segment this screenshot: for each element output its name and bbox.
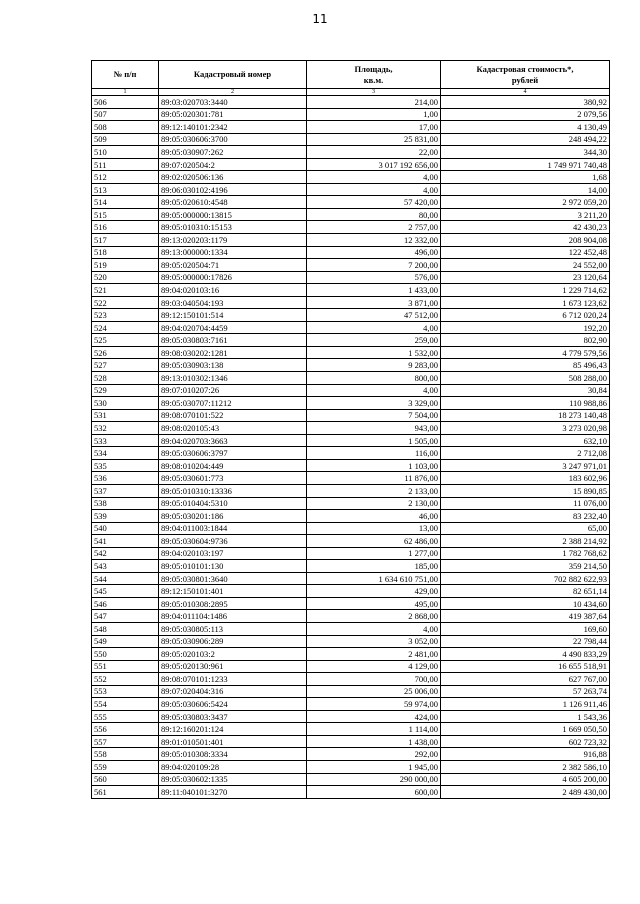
table-row bbox=[92, 547, 610, 560]
cadastral-number: 89:05:020504:71 bbox=[159, 259, 307, 272]
table-body bbox=[92, 96, 610, 799]
cadastral-cost: 1 543,36 bbox=[441, 710, 610, 723]
row-number: 542 bbox=[92, 547, 159, 560]
cadastral-cost: 23 120,64 bbox=[441, 271, 610, 284]
row-number: 541 bbox=[92, 535, 159, 548]
area-value: 800,00 bbox=[307, 372, 441, 385]
cadastral-number: 89:05:020130:961 bbox=[159, 660, 307, 673]
cadastral-number: 89:05:030601:773 bbox=[159, 472, 307, 485]
table-row bbox=[92, 484, 610, 497]
area-value: 4 129,00 bbox=[307, 660, 441, 673]
area-value: 495,00 bbox=[307, 597, 441, 610]
cadastral-cost: 702 882 622,93 bbox=[441, 572, 610, 585]
header-area bbox=[307, 61, 441, 89]
cadastral-number: 89:12:150101:514 bbox=[159, 309, 307, 322]
cadastral-number: 89:05:010310:13336 bbox=[159, 484, 307, 497]
area-value: 3 052,00 bbox=[307, 635, 441, 648]
area-value: 4,00 bbox=[307, 171, 441, 184]
area-value: 1 532,00 bbox=[307, 346, 441, 359]
row-number: 508 bbox=[92, 121, 159, 134]
table-row bbox=[92, 359, 610, 372]
table-row bbox=[92, 635, 610, 648]
row-number: 549 bbox=[92, 635, 159, 648]
row-number: 552 bbox=[92, 673, 159, 686]
area-value: 4,00 bbox=[307, 321, 441, 334]
cadastral-cost: 1 782 768,62 bbox=[441, 547, 610, 560]
table-row bbox=[92, 710, 610, 723]
table-row bbox=[92, 585, 610, 598]
row-number: 525 bbox=[92, 334, 159, 347]
cadastral-cost: 183 602,96 bbox=[441, 472, 610, 485]
cadastral-number: 89:04:011003:1844 bbox=[159, 522, 307, 535]
cadastral-cost: 16 655 518,91 bbox=[441, 660, 610, 673]
cadastral-cost: 65,00 bbox=[441, 522, 610, 535]
cadastral-cost: 3 273 020,98 bbox=[441, 422, 610, 435]
table-row bbox=[92, 472, 610, 485]
table-row bbox=[92, 158, 610, 171]
table-row bbox=[92, 121, 610, 134]
area-value: 46,00 bbox=[307, 510, 441, 523]
table-row bbox=[92, 259, 610, 272]
cadastral-cost: 122 452,48 bbox=[441, 246, 610, 259]
row-number: 560 bbox=[92, 773, 159, 786]
cadastral-number: 89:13:010302:1346 bbox=[159, 372, 307, 385]
cadastral-number: 89:07:010207:26 bbox=[159, 384, 307, 397]
cadastral-number: 89:05:030201:186 bbox=[159, 510, 307, 523]
cadastral-number: 89:05:000000:17826 bbox=[159, 271, 307, 284]
area-value: 17,00 bbox=[307, 121, 441, 134]
cadastral-number: 89:05:030903:138 bbox=[159, 359, 307, 372]
table-row bbox=[92, 535, 610, 548]
table-row bbox=[92, 171, 610, 184]
cadastral-cost: 42 430,23 bbox=[441, 221, 610, 234]
table-row bbox=[92, 96, 610, 109]
area-value: 1 945,00 bbox=[307, 760, 441, 773]
header-num: № п/п bbox=[92, 61, 159, 89]
cadastral-number: 89:05:030602:1335 bbox=[159, 773, 307, 786]
table-row bbox=[92, 622, 610, 635]
cadastral-number: 89:05:030604:9736 bbox=[159, 535, 307, 548]
cadastral-cost: 1 673 123,62 bbox=[441, 296, 610, 309]
cadastral-number: 89:05:020103:2 bbox=[159, 648, 307, 661]
header-cost-line2: рублей bbox=[511, 74, 539, 85]
cadastral-cost: 1 749 971 740,48 bbox=[441, 158, 610, 171]
row-number: 524 bbox=[92, 321, 159, 334]
cadastral-number: 89:05:020610:4548 bbox=[159, 196, 307, 209]
row-number: 551 bbox=[92, 660, 159, 673]
area-value: 59 974,00 bbox=[307, 698, 441, 711]
table-row bbox=[92, 422, 610, 435]
cadastral-number: 89:03:040504:193 bbox=[159, 296, 307, 309]
cadastral-cost: 4 605 200,00 bbox=[441, 773, 610, 786]
table-row bbox=[92, 271, 610, 284]
cadastral-number: 89:03:020703:3440 bbox=[159, 96, 307, 109]
table-row bbox=[92, 309, 610, 322]
cadastral-cost: 85 496,43 bbox=[441, 359, 610, 372]
row-number: 534 bbox=[92, 447, 159, 460]
table-row bbox=[92, 434, 610, 447]
cadastral-cost: 380,92 bbox=[441, 96, 610, 109]
row-number: 515 bbox=[92, 208, 159, 221]
cadastral-number: 89:05:030906:289 bbox=[159, 635, 307, 648]
area-value: 3 329,00 bbox=[307, 397, 441, 410]
row-number: 510 bbox=[92, 146, 159, 159]
table-row bbox=[92, 648, 610, 661]
cadastral-number: 89:05:030907:262 bbox=[159, 146, 307, 159]
table-row bbox=[92, 146, 610, 159]
row-number: 519 bbox=[92, 259, 159, 272]
area-value: 1 505,00 bbox=[307, 434, 441, 447]
area-value: 22,00 bbox=[307, 146, 441, 159]
row-number: 533 bbox=[92, 434, 159, 447]
table-row bbox=[92, 221, 610, 234]
table-row bbox=[92, 334, 610, 347]
table-row bbox=[92, 497, 610, 510]
area-value: 1 103,00 bbox=[307, 459, 441, 472]
area-value: 429,00 bbox=[307, 585, 441, 598]
cadastral-number: 89:05:010308:3334 bbox=[159, 748, 307, 761]
table-row bbox=[92, 610, 610, 623]
cadastral-number: 89:04:020103:197 bbox=[159, 547, 307, 560]
area-value: 292,00 bbox=[307, 748, 441, 761]
cadastral-cost: 192,20 bbox=[441, 321, 610, 334]
row-number: 544 bbox=[92, 572, 159, 585]
area-value: 600,00 bbox=[307, 786, 441, 799]
header-area-line1: Площадь, bbox=[354, 63, 393, 74]
cadastral-number: 89:05:030606:5424 bbox=[159, 698, 307, 711]
row-number: 558 bbox=[92, 748, 159, 761]
cadastral-cost: 3 211,20 bbox=[441, 208, 610, 221]
cadastral-cost: 344,30 bbox=[441, 146, 610, 159]
cadastral-number: 89:12:150101:401 bbox=[159, 585, 307, 598]
area-value: 1 634 610 751,00 bbox=[307, 572, 441, 585]
table-row bbox=[92, 246, 610, 259]
cadastral-number: 89:13:000000:1334 bbox=[159, 246, 307, 259]
row-number: 528 bbox=[92, 372, 159, 385]
header-cost-line1: Кадастровая стоимость*, bbox=[476, 63, 574, 74]
cadastral-number: 89:08:070101:1233 bbox=[159, 673, 307, 686]
area-value: 576,00 bbox=[307, 271, 441, 284]
cadastral-cost: 2 388 214,92 bbox=[441, 535, 610, 548]
row-number: 506 bbox=[92, 96, 159, 109]
cadastral-number: 89:04:011104:1486 bbox=[159, 610, 307, 623]
table-row bbox=[92, 196, 610, 209]
cadastral-cost: 1 669 050,50 bbox=[441, 723, 610, 736]
table-row bbox=[92, 296, 610, 309]
area-value: 25 831,00 bbox=[307, 133, 441, 146]
row-number: 540 bbox=[92, 522, 159, 535]
cadastral-cost: 82 651,14 bbox=[441, 585, 610, 598]
cadastral-number: 89:05:030805:113 bbox=[159, 622, 307, 635]
row-number: 532 bbox=[92, 422, 159, 435]
area-value: 700,00 bbox=[307, 673, 441, 686]
cadastral-number: 89:08:070101:522 bbox=[159, 409, 307, 422]
table-row bbox=[92, 685, 610, 698]
area-value: 424,00 bbox=[307, 710, 441, 723]
table-row bbox=[92, 397, 610, 410]
row-number: 543 bbox=[92, 560, 159, 573]
cadastral-number: 89:05:030803:7161 bbox=[159, 334, 307, 347]
area-value: 57 420,00 bbox=[307, 196, 441, 209]
header-cadastral: Кадастровый номер bbox=[159, 61, 307, 89]
table-row bbox=[92, 723, 610, 736]
table-row bbox=[92, 108, 610, 121]
cadastral-cost: 632,10 bbox=[441, 434, 610, 447]
table-row bbox=[92, 447, 610, 460]
row-number: 555 bbox=[92, 710, 159, 723]
row-number: 523 bbox=[92, 309, 159, 322]
table-row bbox=[92, 133, 610, 146]
table-header-row bbox=[92, 61, 610, 89]
area-value: 9 283,00 bbox=[307, 359, 441, 372]
cadastral-cost: 24 552,00 bbox=[441, 259, 610, 272]
row-number: 521 bbox=[92, 284, 159, 297]
area-value: 25 006,00 bbox=[307, 685, 441, 698]
table-row bbox=[92, 572, 610, 585]
header-area-line2: кв.м. bbox=[363, 74, 384, 85]
cadastral-number: 89:05:010101:130 bbox=[159, 560, 307, 573]
table-row bbox=[92, 698, 610, 711]
table-row bbox=[92, 510, 610, 523]
table-row bbox=[92, 522, 610, 535]
row-number: 545 bbox=[92, 585, 159, 598]
row-number: 522 bbox=[92, 296, 159, 309]
cadastral-cost: 1 229 714,62 bbox=[441, 284, 610, 297]
row-number: 557 bbox=[92, 735, 159, 748]
table-row bbox=[92, 760, 610, 773]
cadastral-cost: 2 382 586,10 bbox=[441, 760, 610, 773]
cadastral-number: 89:12:160201:124 bbox=[159, 723, 307, 736]
cadastral-cost: 2 079,56 bbox=[441, 108, 610, 121]
area-value: 11 876,00 bbox=[307, 472, 441, 485]
row-number: 513 bbox=[92, 183, 159, 196]
row-number: 546 bbox=[92, 597, 159, 610]
cadastral-cost: 508 288,00 bbox=[441, 372, 610, 385]
column-number: 1 bbox=[92, 89, 159, 96]
row-number: 548 bbox=[92, 622, 159, 635]
cadastral-cost: 15 890,85 bbox=[441, 484, 610, 497]
area-value: 3 017 192 656,00 bbox=[307, 158, 441, 171]
cadastral-number: 89:05:030606:3797 bbox=[159, 447, 307, 460]
area-value: 4,00 bbox=[307, 183, 441, 196]
table-row bbox=[92, 384, 610, 397]
area-value: 4,00 bbox=[307, 384, 441, 397]
cadastral-number: 89:05:010404:5310 bbox=[159, 497, 307, 510]
area-value: 1,00 bbox=[307, 108, 441, 121]
table-row bbox=[92, 597, 610, 610]
cadastral-number: 89:01:010501:401 bbox=[159, 735, 307, 748]
area-value: 62 486,00 bbox=[307, 535, 441, 548]
column-number: 4 bbox=[441, 89, 610, 96]
table-row bbox=[92, 786, 610, 799]
area-value: 943,00 bbox=[307, 422, 441, 435]
row-number: 511 bbox=[92, 158, 159, 171]
header-cost bbox=[441, 61, 610, 89]
area-value: 1 438,00 bbox=[307, 735, 441, 748]
row-number: 547 bbox=[92, 610, 159, 623]
cadastral-cost: 22 798,44 bbox=[441, 635, 610, 648]
table-row bbox=[92, 208, 610, 221]
cadastral-number: 89:02:020506:136 bbox=[159, 171, 307, 184]
cadastral-number: 89:05:010308:2895 bbox=[159, 597, 307, 610]
cadastral-cost: 11 076,00 bbox=[441, 497, 610, 510]
table-row bbox=[92, 748, 610, 761]
area-value: 2 481,00 bbox=[307, 648, 441, 661]
cadastral-number: 89:05:020301:781 bbox=[159, 108, 307, 121]
cadastral-number: 89:05:010310:15153 bbox=[159, 221, 307, 234]
cadastral-cost: 802,90 bbox=[441, 334, 610, 347]
table-row bbox=[92, 346, 610, 359]
cadastral-cost: 30,84 bbox=[441, 384, 610, 397]
area-value: 80,00 bbox=[307, 208, 441, 221]
cadastral-cost: 1,68 bbox=[441, 171, 610, 184]
area-value: 185,00 bbox=[307, 560, 441, 573]
cadastral-number: 89:13:020203:1179 bbox=[159, 234, 307, 247]
cadastral-number: 89:08:030202:1281 bbox=[159, 346, 307, 359]
area-value: 2 868,00 bbox=[307, 610, 441, 623]
cadastral-number: 89:08:020105:43 bbox=[159, 422, 307, 435]
row-number: 559 bbox=[92, 760, 159, 773]
row-number: 561 bbox=[92, 786, 159, 799]
table-row bbox=[92, 773, 610, 786]
cadastral-number: 89:04:020103:16 bbox=[159, 284, 307, 297]
row-number: 509 bbox=[92, 133, 159, 146]
area-value: 47 512,00 bbox=[307, 309, 441, 322]
area-value: 13,00 bbox=[307, 522, 441, 535]
area-value: 7 504,00 bbox=[307, 409, 441, 422]
row-number: 516 bbox=[92, 221, 159, 234]
area-value: 2 757,00 bbox=[307, 221, 441, 234]
cadastral-cost: 2 489 430,00 bbox=[441, 786, 610, 799]
row-number: 518 bbox=[92, 246, 159, 259]
table-row bbox=[92, 735, 610, 748]
cadastral-cost: 6 712 020,24 bbox=[441, 309, 610, 322]
cadastral-cost: 83 232,40 bbox=[441, 510, 610, 523]
row-number: 531 bbox=[92, 409, 159, 422]
table-row bbox=[92, 660, 610, 673]
column-number: 2 bbox=[159, 89, 307, 96]
page-number: 11 bbox=[312, 12, 328, 26]
cadastral-number: 89:05:030606:3700 bbox=[159, 133, 307, 146]
table-row bbox=[92, 409, 610, 422]
cadastral-cost: 4 779 579,56 bbox=[441, 346, 610, 359]
cadastral-cost: 57 263,74 bbox=[441, 685, 610, 698]
area-value: 1 114,00 bbox=[307, 723, 441, 736]
cadastral-number: 89:07:020404:316 bbox=[159, 685, 307, 698]
cadastral-number: 89:05:000000:13815 bbox=[159, 208, 307, 221]
table-row bbox=[92, 234, 610, 247]
cadastral-number: 89:05:030803:3437 bbox=[159, 710, 307, 723]
cadastral-number: 89:11:040101:3270 bbox=[159, 786, 307, 799]
row-number: 539 bbox=[92, 510, 159, 523]
row-number: 512 bbox=[92, 171, 159, 184]
table-row bbox=[92, 459, 610, 472]
cadastral-cost: 110 988,86 bbox=[441, 397, 610, 410]
cadastral-cost: 10 434,60 bbox=[441, 597, 610, 610]
row-number: 538 bbox=[92, 497, 159, 510]
cadastral-number: 89:12:140101:2342 bbox=[159, 121, 307, 134]
cadastral-number: 89:05:030707:11212 bbox=[159, 397, 307, 410]
area-value: 290 000,00 bbox=[307, 773, 441, 786]
table-row bbox=[92, 284, 610, 297]
row-number: 554 bbox=[92, 698, 159, 711]
area-value: 2 130,00 bbox=[307, 497, 441, 510]
cadastral-cost: 14,00 bbox=[441, 183, 610, 196]
row-number: 526 bbox=[92, 346, 159, 359]
area-value: 259,00 bbox=[307, 334, 441, 347]
cadastral-cost: 359 214,50 bbox=[441, 560, 610, 573]
table-row bbox=[92, 372, 610, 385]
row-number: 530 bbox=[92, 397, 159, 410]
cadastral-cost: 3 247 971,01 bbox=[441, 459, 610, 472]
area-value: 214,00 bbox=[307, 96, 441, 109]
cadastral-number: 89:07:020504:2 bbox=[159, 158, 307, 171]
area-value: 7 200,00 bbox=[307, 259, 441, 272]
area-value: 3 871,00 bbox=[307, 296, 441, 309]
area-value: 2 133,00 bbox=[307, 484, 441, 497]
row-number: 529 bbox=[92, 384, 159, 397]
cadastral-cost: 916,88 bbox=[441, 748, 610, 761]
cadastral-cost: 2 972 059,20 bbox=[441, 196, 610, 209]
cadastral-cost: 18 273 140,48 bbox=[441, 409, 610, 422]
cadastral-cost: 1 126 911,46 bbox=[441, 698, 610, 711]
row-number: 556 bbox=[92, 723, 159, 736]
row-number: 537 bbox=[92, 484, 159, 497]
column-number: 3 bbox=[307, 89, 441, 96]
cadastral-number: 89:04:020704:4459 bbox=[159, 321, 307, 334]
row-number: 507 bbox=[92, 108, 159, 121]
table-row bbox=[92, 560, 610, 573]
cadastral-number: 89:05:030801:3640 bbox=[159, 572, 307, 585]
row-number: 520 bbox=[92, 271, 159, 284]
cadastral-number: 89:06:030102:4196 bbox=[159, 183, 307, 196]
cadastral-number: 89:08:010204:449 bbox=[159, 459, 307, 472]
cadastral-cost: 208 904,08 bbox=[441, 234, 610, 247]
cadastral-table bbox=[91, 60, 610, 799]
area-value: 4,00 bbox=[307, 622, 441, 635]
row-number: 535 bbox=[92, 459, 159, 472]
area-value: 1 433,00 bbox=[307, 284, 441, 297]
area-value: 116,00 bbox=[307, 447, 441, 460]
row-number: 550 bbox=[92, 648, 159, 661]
cadastral-cost: 4 130,49 bbox=[441, 121, 610, 134]
table-row bbox=[92, 673, 610, 686]
row-number: 514 bbox=[92, 196, 159, 209]
row-number: 527 bbox=[92, 359, 159, 372]
cadastral-cost: 2 712,08 bbox=[441, 447, 610, 460]
area-value: 1 277,00 bbox=[307, 547, 441, 560]
cadastral-number: 89:04:020109:28 bbox=[159, 760, 307, 773]
row-number: 517 bbox=[92, 234, 159, 247]
table-row bbox=[92, 321, 610, 334]
table-row bbox=[92, 183, 610, 196]
area-value: 12 332,00 bbox=[307, 234, 441, 247]
cadastral-cost: 169,60 bbox=[441, 622, 610, 635]
cadastral-cost: 419 387,64 bbox=[441, 610, 610, 623]
area-value: 496,00 bbox=[307, 246, 441, 259]
cadastral-cost: 602 723,32 bbox=[441, 735, 610, 748]
row-number: 553 bbox=[92, 685, 159, 698]
row-number: 536 bbox=[92, 472, 159, 485]
cadastral-cost: 627 767,00 bbox=[441, 673, 610, 686]
cadastral-number: 89:04:020703:3663 bbox=[159, 434, 307, 447]
column-number-row bbox=[92, 89, 610, 96]
cadastral-cost: 4 490 833,29 bbox=[441, 648, 610, 661]
cadastral-cost: 248 494,22 bbox=[441, 133, 610, 146]
